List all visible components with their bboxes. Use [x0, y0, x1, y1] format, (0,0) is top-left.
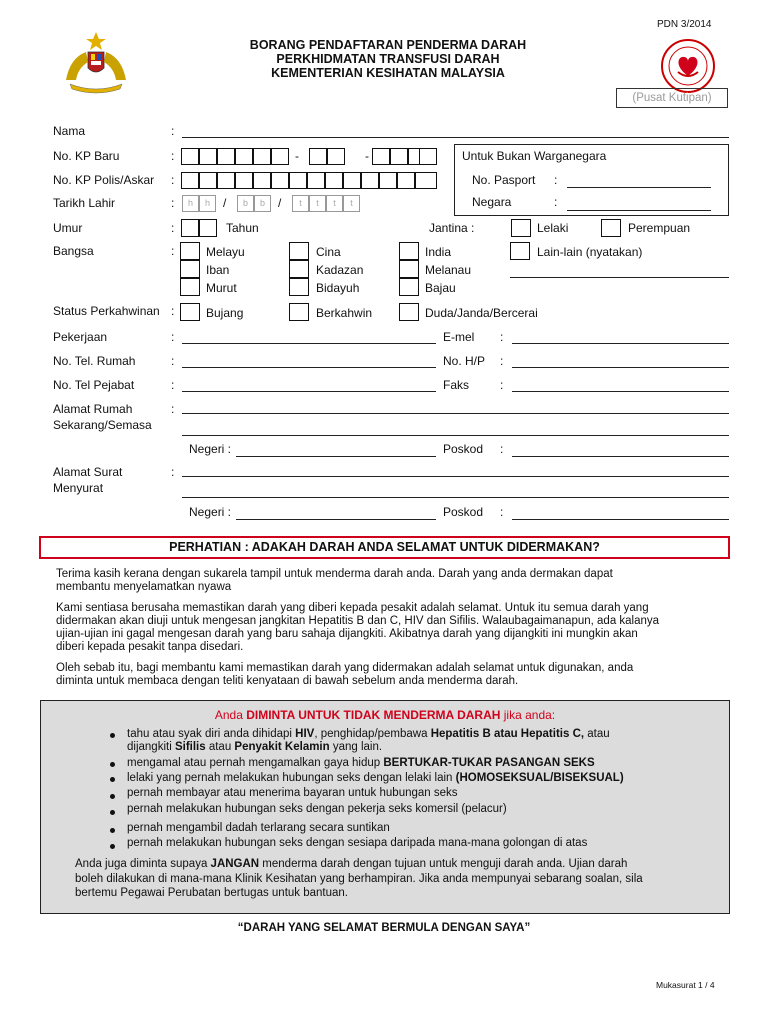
text-span: atau	[205, 741, 235, 753]
bullet-icon	[110, 810, 115, 815]
kp-polis-label: No. KP Polis/Askar	[53, 173, 155, 187]
colon: :	[171, 354, 175, 368]
text-span: BERTUKAR-TUKAR PASANGAN SEKS	[383, 757, 595, 769]
pasport-label: No. Pasport	[472, 173, 536, 187]
page-number: Mukasurat 1 / 4	[656, 980, 715, 990]
perempuan-checkbox[interactable]	[601, 219, 621, 237]
foreigner-box	[454, 144, 729, 216]
text-span: yang lain.	[329, 741, 383, 753]
digit-cell[interactable]	[390, 148, 408, 165]
alamat-surat-label-2: Menyurat	[53, 481, 104, 495]
text-line: bertemu Pegawai Perubatan bertugas untuk bantuan.	[75, 887, 348, 899]
status-bujang-checkbox[interactable]	[180, 303, 200, 321]
coat-of-arms-logo	[56, 30, 136, 96]
warning-item-3	[127, 772, 624, 785]
alamat-surat-line-2[interactable]	[182, 497, 729, 498]
digit-cell[interactable]	[397, 172, 415, 189]
warning-heading-bold: DIMINTA UNTUK TIDAK MENDERMA DARAH	[246, 708, 501, 722]
digit-cell[interactable]	[253, 148, 271, 165]
colon: :	[500, 505, 504, 519]
tel-rumah-input-line[interactable]	[182, 367, 436, 368]
digit-cell[interactable]	[379, 172, 397, 189]
form-title	[200, 38, 576, 80]
notice-paragraph-1	[56, 568, 732, 594]
text-span: lelaki yang pernah melakukan hubungan seks dengan lelaki lain	[127, 772, 456, 784]
text-span: mengamal atau pernah mengamalkan gaya hidup	[127, 757, 384, 769]
title-line-1: BORANG PENDAFTARAN PENDERMA DARAH	[249, 38, 527, 52]
digit-cell[interactable]	[199, 172, 217, 189]
bangsa-label: Bangsa	[53, 244, 94, 258]
colon: :	[171, 330, 175, 344]
status-berkahwin-label: Berkahwin	[316, 306, 373, 320]
digit-cell[interactable]	[235, 148, 253, 165]
text-line: Kami sentiasa berusaha memastikan darah yang diberi kepada pesakit adalah selamat. Untuk itu semua darah yang	[56, 602, 649, 614]
text-line: membantu menyelamatkan nyawa	[56, 581, 232, 593]
text-line: diberi kepada pesakit tanpa disedari.	[56, 641, 244, 653]
colon: :	[500, 354, 504, 368]
race-kadazan-label: Kadazan	[316, 263, 364, 277]
race-india-checkbox[interactable]	[399, 242, 419, 260]
text-line: didermakan akan diuji untuk mengesan jangkitan Hepatitis B dan C, HIV dan Sifilis. Walaubagaimanapun, ada kalanya	[56, 615, 660, 627]
bullet-icon	[110, 828, 115, 833]
faks-label: Faks	[443, 378, 470, 392]
year-cell[interactable]: t	[343, 195, 360, 212]
text-span: Penyakit Kelamin	[234, 741, 330, 753]
digit-cell[interactable]	[343, 172, 361, 189]
text-span: HIV	[295, 728, 315, 740]
negeri-input-line[interactable]	[236, 519, 436, 520]
text-span: (HOMOSEKSUAL/BISEKSUAL)	[455, 772, 624, 784]
tel-pejabat-input-line[interactable]	[182, 391, 436, 392]
bullet-icon	[110, 777, 115, 782]
text-span: atau	[584, 728, 610, 740]
digit-cell[interactable]	[289, 172, 307, 189]
warning-item-5: pernah melakukan hubungan seks dengan pekerja seks komersil (pelacur)	[127, 803, 507, 815]
bullet-icon	[110, 762, 115, 767]
jantina-label: Jantina :	[429, 221, 475, 235]
digit-cell[interactable]	[309, 148, 327, 165]
race-other-label: Lain-lain (nyatakan)	[537, 245, 643, 259]
race-kadazan-checkbox[interactable]	[289, 260, 309, 278]
coat-of-arms-icon	[56, 30, 136, 96]
slogan: “DARAH YANG SELAMAT BERMULA DENGAN SAYA”	[237, 922, 531, 934]
warning-item-1-cont	[127, 741, 382, 754]
text-line: Oleh sebab itu, bagi membantu kami memastikan darah yang didermakan adalah selamat untuk digunakan, anda	[56, 662, 634, 674]
age-cell[interactable]	[199, 219, 217, 237]
text-line: ujian-ujian ini gagal mengesan darah yang baru sahaja dijangkiti. Akibatnya darah yang dijangkiti ini mungkin akan	[56, 628, 638, 640]
text-span: Hepatitis B atau Hepatitis C,	[430, 728, 585, 740]
digit-cell[interactable]	[325, 172, 343, 189]
colon: :	[554, 195, 558, 209]
race-melanau-label: Melanau	[425, 263, 472, 277]
negeri-label: Negeri :	[189, 505, 232, 519]
colon: :	[171, 244, 175, 258]
digit-cell[interactable]	[361, 172, 379, 189]
colon: :	[171, 304, 175, 318]
race-other-input-line[interactable]	[510, 277, 729, 278]
colon: :	[500, 330, 504, 344]
title-line-2: PERKHIDMATAN TRANSFUSI DARAH	[276, 52, 500, 66]
document-code: PDN 3/2014	[657, 19, 712, 30]
status-bercerai-checkbox[interactable]	[399, 303, 419, 321]
month-cell[interactable]: b	[254, 195, 271, 212]
age-cell[interactable]	[181, 219, 199, 237]
year-cell[interactable]: t	[309, 195, 326, 212]
race-melayu-label: Melayu	[206, 245, 245, 259]
colon: :	[171, 378, 175, 392]
status-label: Status Perkahwinan	[53, 304, 160, 318]
warning-item-2	[127, 757, 595, 770]
race-bidayuh-checkbox[interactable]	[289, 278, 309, 296]
year-cell[interactable]: t	[292, 195, 309, 212]
tel-pejabat-label: No. Tel Pejabat	[53, 378, 135, 392]
negara-label: Negara	[472, 195, 512, 209]
text-span: , penghidap/pembawa	[314, 728, 431, 740]
text-line: diminta untuk membaca dengan teliti kenyataan di bawah sebelum anda menderma darah.	[56, 675, 519, 687]
text-line: Terima kasih kerana dengan sukarela tampil untuk menderma darah anda. Darah yang anda dermakan dapat	[56, 568, 613, 580]
day-cell[interactable]: h	[182, 195, 199, 212]
pekerjaan-input-line[interactable]	[182, 343, 436, 344]
digit-cell[interactable]	[235, 172, 253, 189]
tahun-label: Tahun	[226, 221, 259, 235]
nama-label: Nama	[53, 124, 86, 138]
hp-label: No. H/P	[443, 354, 486, 368]
digit-cell[interactable]	[199, 148, 217, 165]
digit-cell[interactable]	[181, 148, 199, 165]
bullet-icon	[110, 844, 115, 849]
race-iban-checkbox[interactable]	[180, 260, 200, 278]
text-span: JANGAN	[210, 858, 260, 870]
digit-cell[interactable]	[327, 148, 345, 165]
alamat-rumah-line-1[interactable]	[182, 413, 729, 414]
race-melayu-checkbox[interactable]	[180, 242, 200, 260]
digit-cell[interactable]	[415, 172, 437, 189]
tel-rumah-label: No. Tel. Rumah	[53, 354, 136, 368]
digit-cell[interactable]	[307, 172, 325, 189]
kp-dash: -	[295, 149, 299, 163]
warning-footer	[75, 857, 695, 901]
warning-heading-post: jika anda:	[500, 708, 556, 722]
text-span: Sifilis	[174, 741, 206, 753]
notice-title: PERHATIAN : ADAKAH DARAH ANDA SELAMAT UNTUK DIDERMAKAN?	[39, 536, 730, 559]
alamat-rumah-line-2[interactable]	[182, 435, 729, 436]
hp-input-line[interactable]	[512, 367, 729, 368]
race-bajau-checkbox[interactable]	[399, 278, 419, 296]
bullet-icon	[110, 794, 115, 799]
date-slash: /	[223, 196, 227, 210]
lelaki-label: Lelaki	[537, 221, 569, 235]
volunteer-logo	[660, 38, 716, 94]
warning-item-7: pernah melakukan hubungan seks dengan sesiapa daripada mana-mana golongan di atas	[127, 837, 588, 849]
digit-cell[interactable]	[271, 172, 289, 189]
colon: :	[171, 149, 175, 163]
warning-item-6: pernah mengambil dadah terlarang secara suntikan	[127, 822, 390, 834]
warning-heading	[41, 708, 729, 722]
colon: :	[554, 173, 558, 187]
colon: :	[171, 465, 175, 479]
heart-hand-icon	[660, 38, 716, 94]
text-span: menderma darah dengan tujuan untuk menguji darah anda. Ujian darah	[259, 858, 628, 870]
digit-cell[interactable]	[253, 172, 271, 189]
lelaki-checkbox[interactable]	[511, 219, 531, 237]
digit-cell[interactable]	[419, 148, 437, 165]
colon: :	[171, 124, 175, 138]
perempuan-label: Perempuan	[628, 221, 691, 235]
race-other-checkbox[interactable]	[510, 242, 530, 260]
text-span: Anda juga diminta supaya	[75, 858, 211, 870]
emel-label: E-mel	[443, 330, 475, 344]
text-line	[75, 857, 695, 872]
text-span: tahu atau syak diri anda dihidapi	[127, 728, 296, 740]
alamat-rumah-label-2: Sekarang/Semasa	[53, 418, 152, 432]
colon: :	[500, 442, 504, 456]
poskod-label: Poskod	[443, 505, 484, 519]
status-bujang-label: Bujang	[206, 306, 244, 320]
race-cina-label: Cina	[316, 245, 341, 259]
kp-dash: -	[365, 149, 369, 163]
day-cell[interactable]: h	[199, 195, 216, 212]
digit-cell[interactable]	[372, 148, 390, 165]
race-murut-checkbox[interactable]	[180, 278, 200, 296]
race-melanau-checkbox[interactable]	[399, 260, 419, 278]
status-berkahwin-checkbox[interactable]	[289, 303, 309, 321]
digit-cell[interactable]	[217, 148, 235, 165]
colon: :	[500, 378, 504, 392]
kp-baru-label: No. KP Baru	[53, 149, 120, 163]
colon: :	[171, 402, 175, 416]
colon: :	[171, 196, 175, 210]
pasport-input-line[interactable]	[567, 187, 711, 188]
warning-item-1	[127, 728, 610, 741]
alamat-rumah-label: Alamat Rumah	[53, 402, 133, 416]
collection-center-field[interactable]: (Pusat Kutipan)	[616, 88, 728, 108]
tarikh-lahir-label: Tarikh Lahir	[53, 196, 116, 210]
warning-item-4: pernah membayar atau menerima bayaran untuk hubungan seks	[127, 787, 458, 799]
text-span: dijangkiti	[127, 741, 175, 753]
colon: :	[171, 221, 175, 235]
negeri-label: Negeri :	[189, 442, 232, 456]
alamat-surat-label: Alamat Surat	[53, 465, 123, 479]
poskod-input-line[interactable]	[512, 456, 729, 457]
status-bercerai-label: Duda/Janda/Bercerai	[425, 306, 538, 320]
warning-heading-pre: Anda	[214, 708, 247, 722]
digit-cell[interactable]	[271, 148, 289, 165]
foreigner-title: Untuk Bukan Warganegara	[462, 149, 607, 163]
year-cell[interactable]: t	[326, 195, 343, 212]
negeri-input-line[interactable]	[236, 456, 436, 457]
poskod-label: Poskod	[443, 442, 484, 456]
race-cina-checkbox[interactable]	[289, 242, 309, 260]
warning-box	[40, 700, 730, 914]
digit-cell[interactable]	[181, 172, 199, 189]
race-murut-label: Murut	[206, 281, 237, 295]
date-slash: /	[278, 196, 282, 210]
month-cell[interactable]: b	[237, 195, 254, 212]
notice-paragraph-3	[56, 662, 732, 688]
nama-input-line[interactable]	[182, 137, 729, 138]
race-bajau-label: Bajau	[425, 281, 456, 295]
bullet-icon	[110, 733, 115, 738]
negara-input-line[interactable]	[567, 210, 711, 211]
race-bidayuh-label: Bidayuh	[316, 281, 360, 295]
alamat-surat-line-1[interactable]	[182, 476, 729, 477]
pekerjaan-label: Pekerjaan	[53, 330, 108, 344]
text-line: boleh dilakukan di mana-mana Klinik Kesihatan yang berhampiran. Jika anda mempunyai sebarang soalan, sila	[75, 872, 643, 885]
colon: :	[171, 173, 175, 187]
race-iban-label: Iban	[206, 263, 230, 277]
notice-paragraph-2	[56, 602, 732, 654]
race-india-label: India	[425, 245, 452, 259]
poskod-input-line[interactable]	[512, 519, 729, 520]
faks-input-line[interactable]	[512, 391, 729, 392]
digit-cell[interactable]	[217, 172, 235, 189]
title-line-3: KEMENTERIAN KESIHATAN MALAYSIA	[271, 66, 505, 80]
emel-input-line[interactable]	[512, 343, 729, 344]
umur-label: Umur	[53, 221, 83, 235]
